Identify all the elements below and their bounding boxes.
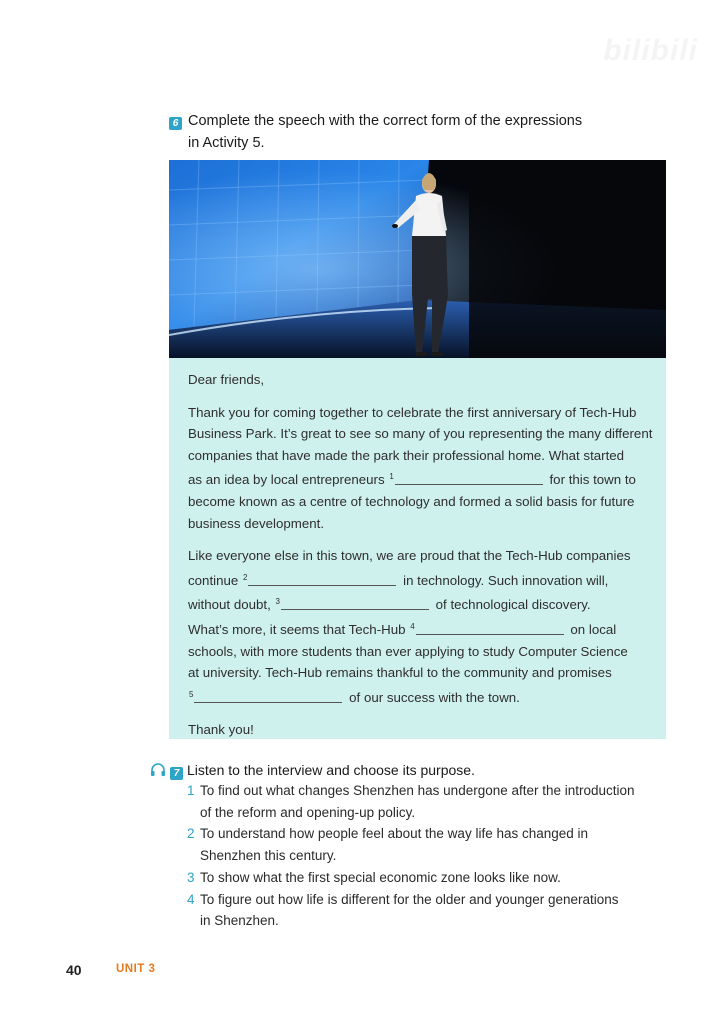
gap-number: 5 xyxy=(189,689,194,699)
gap-blank-5[interactable] xyxy=(194,689,342,703)
purpose-options xyxy=(187,780,667,932)
unit-label: UNIT 3 xyxy=(116,963,156,975)
speech-paragraph-1 xyxy=(188,402,658,535)
option-text: Shenzhen this century. xyxy=(200,848,337,864)
option-text: To find out what changes Shenzhen has undergone after the introduction xyxy=(200,783,635,798)
text-line: without doubt, xyxy=(188,597,271,613)
text-line: of technological discovery. xyxy=(435,597,591,613)
presenter-illustration xyxy=(169,160,666,358)
text-line: Like everyone else in this town, we are proud that the Tech-Hub companies xyxy=(188,548,631,564)
gap-number: 4 xyxy=(410,621,415,631)
page-number: 40 xyxy=(66,962,82,978)
activity-6-instruction xyxy=(188,110,648,154)
instruction-line: Complete the speech with the correct form of the expressions xyxy=(188,113,583,129)
text-line: continue xyxy=(188,572,239,588)
text-line: Business Park. It’s great to see so many of you representing the many different xyxy=(188,426,653,442)
option-1[interactable] xyxy=(187,780,667,823)
gap-blank-3[interactable] xyxy=(281,596,429,610)
option-number: 3 xyxy=(187,869,195,885)
option-text: of the reform and opening-up policy. xyxy=(200,804,416,820)
option-text: To show what the first special economic zone looks like now. xyxy=(200,869,561,885)
gap-blank-1[interactable] xyxy=(395,471,543,485)
headphones-icon xyxy=(150,763,166,782)
option-text: To figure out how life is different for the older and younger generations xyxy=(200,891,619,907)
gap-number: 1 xyxy=(389,472,394,482)
text-line: in technology. Such innovation will, xyxy=(403,572,609,588)
text-line: schools, with more students than ever applying to study Computer Science xyxy=(188,643,628,659)
activity-7-instruction: Listen to the interview and choose its purpose. xyxy=(187,762,475,778)
option-number: 2 xyxy=(187,826,195,842)
text-line: as an idea by local entrepreneurs xyxy=(188,472,385,488)
gap-blank-4[interactable] xyxy=(416,621,564,635)
page-footer xyxy=(66,962,156,980)
activity-7-badge xyxy=(170,763,183,781)
text-line: What’s more, it seems that Tech-Hub xyxy=(188,621,406,637)
gap-blank-2[interactable] xyxy=(248,572,396,586)
text-line: become known as a centre of technology and formed a solid basis for future xyxy=(188,493,635,509)
text-line: at university. Tech-Hub remains thankful to the community and promises xyxy=(188,665,612,681)
option-4[interactable] xyxy=(187,889,667,932)
option-3[interactable] xyxy=(187,867,667,889)
speech-box xyxy=(169,358,666,739)
option-2[interactable] xyxy=(187,823,667,866)
text-line: companies that have made the park their professional home. What started xyxy=(188,447,625,463)
activity-6-badge xyxy=(169,113,182,131)
option-number: 1 xyxy=(187,783,195,798)
speech-closing: Thank you! xyxy=(188,722,254,738)
text-line: on local xyxy=(570,621,617,637)
option-text: To understand how people feel about the way life has changed in xyxy=(200,826,589,842)
activity-number: 6 xyxy=(169,117,182,130)
gap-number: 3 xyxy=(275,597,280,607)
text-line: for this town to xyxy=(549,472,636,488)
speech-greeting: Dear friends, xyxy=(188,372,265,387)
activity-number: 7 xyxy=(170,767,183,780)
gap-number: 2 xyxy=(242,572,248,582)
option-number: 4 xyxy=(187,891,195,907)
watermark-logo: bilibili xyxy=(603,34,698,67)
text-line: of our success with the town. xyxy=(349,689,520,705)
option-text: in Shenzhen. xyxy=(200,913,279,929)
instruction-line: in Activity 5. xyxy=(188,135,265,151)
presenter-photo xyxy=(169,160,666,358)
text-line: Thank you for coming together to celebrate the first anniversary of Tech-Hub xyxy=(188,404,637,420)
speech-paragraph-2 xyxy=(188,545,658,708)
text-line: business development. xyxy=(188,515,325,531)
